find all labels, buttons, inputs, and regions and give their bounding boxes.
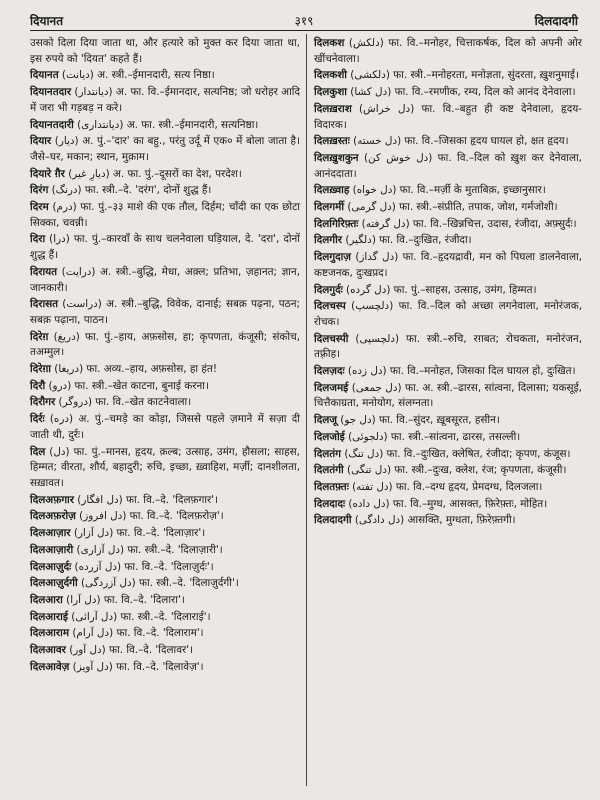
entry-headword: दिलकश xyxy=(314,37,345,49)
dictionary-entry xyxy=(314,480,582,496)
entry-definition: (دل افروز) फा. वि.–दे. 'दिलफ़रोज़'। xyxy=(75,510,224,523)
dictionary-entry xyxy=(314,381,582,412)
entry-definition: (دیار) अ. पुं.–'दार' का बहु., परंतु उर्दू में एक० में बोला जाता है। जैसे–घर, मकान; स्थान, मुक़ाम। xyxy=(30,135,300,163)
dictionary-entry xyxy=(30,167,300,183)
entry-headword: दियारे ग़ैर xyxy=(30,167,65,180)
dictionary-entry xyxy=(30,36,300,67)
header-last-word: दिलदादगी xyxy=(534,14,578,28)
entry-definition: (دل آزار) फा. वि.–दे. 'दिलाज़ार'। xyxy=(70,527,206,540)
entry-headword: दिलतफ़्तः xyxy=(314,480,349,493)
dictionary-entry xyxy=(314,217,582,233)
dictionary-entry xyxy=(30,232,300,263)
entry-definition: (دل گرفته) फा. वि.–खिन्नचित्त, उदास, रंजीदा, अफ़्सुर्दः। xyxy=(358,217,577,230)
entry-definition: (دل آزردگی) फा. स्त्री.–दे. 'दिलाज़ुर्दगी'। xyxy=(77,577,239,590)
entry-headword: दिलआज़ुर्दः xyxy=(30,560,72,573)
dictionary-entry xyxy=(30,412,300,443)
dictionary-entry xyxy=(30,200,300,231)
entry-definition: (درم) फा. पुं.–३३ माशे की एक तौल, दिर्हम; चाँदी का एक छोटा सिक्का, चवन्नी। xyxy=(30,201,300,229)
dictionary-entry xyxy=(30,395,300,411)
header-rule xyxy=(30,30,578,31)
entry-definition: (دل خواه) फा. वि.–मर्ज़ी के मुताबिक़, इच्छानुसार। xyxy=(349,184,546,197)
entry-headword: दिलआज़ुर्दगी xyxy=(30,577,78,590)
entry-headword: दियार xyxy=(30,135,52,148)
entry-headword: दिर्रः xyxy=(30,413,45,426)
entry-headword: दिरंग xyxy=(30,184,49,197)
dictionary-entry xyxy=(314,413,582,429)
dictionary-entry xyxy=(314,497,582,513)
entry-definition: (دیارِ غیر) अ. फा. पुं.–दूसरों का देश, परदेश। xyxy=(64,167,242,180)
entry-definition: (دل آویز) फा. वि.–दे. 'दिलावेज़'। xyxy=(69,660,204,673)
dictionary-entry xyxy=(30,297,300,328)
entry-definition: (دل آرام) फा. वि.–दे. 'दिलाराम'। xyxy=(69,627,204,640)
dictionary-entry xyxy=(314,233,582,249)
entry-definition: (دره) अ. पुं.–चमड़े का कोड़ा, जिससे पहले ज़माने में सज़ा दी जाती थी, दुर्रः। xyxy=(30,413,300,441)
entry-headword: दिलगिरिफ़्तः xyxy=(314,217,359,230)
entry-headword: दियानतदार xyxy=(30,86,72,99)
entry-headword: दिलकशी xyxy=(314,69,347,82)
dictionary-entry xyxy=(30,626,300,642)
entry-definition: (دل خسته) फा. वि.–जिसका हृदय घायल हो, क्षत हृदय। xyxy=(349,135,569,148)
page-number: ३१९ xyxy=(294,14,314,28)
entry-definition: (درو) फा. स्त्री.–खेत काटना, बुनाई करना। xyxy=(45,379,209,392)
entry-definition: (دل گرمی) फा. स्त्री.–संप्रीति, तपाक, जोश, गर्मजोशी। xyxy=(344,201,558,214)
dictionary-entry xyxy=(30,509,300,525)
dictionary-entry xyxy=(314,250,582,281)
entry-definition: (دل دادگی) आसक्ति, मुग्धता, फ़िरेफ़्तगी। xyxy=(351,514,516,527)
entry-headword: दिलआवर xyxy=(30,644,66,657)
dictionary-entry xyxy=(314,299,582,330)
entry-headword: दिरेग़ा xyxy=(30,363,51,376)
entry-definition: (دلجوئی) फा. स्त्री.–सांत्वना, ढारस, तसल्ली। xyxy=(344,430,521,443)
entry-headword: दिलजमई xyxy=(314,381,349,394)
entry-headword: दिलतंगी xyxy=(314,464,344,477)
dictionary-entry xyxy=(30,183,300,199)
entry-headword: दिलअफ़गार xyxy=(30,493,74,506)
dictionary-entry xyxy=(30,493,300,509)
entry-definition: (دل جمعی) फा. अ. स्त्री.–ढारस, सांत्वना, दिलासा; यकसूई, चित्तैकाग्रता, मनोयोग, संलग्नता। xyxy=(314,381,582,410)
entry-headword: दिरौ xyxy=(30,379,46,392)
entry-definition: (دل تفته) फा. वि.–दग्ध हृदय, प्रेमदग्ध, दिलजला। xyxy=(348,480,543,493)
dictionary-entry xyxy=(314,102,582,133)
entry-headword: दिलगीर xyxy=(314,234,343,247)
entry-headword: दिलअफ़रोज़ xyxy=(30,510,76,523)
entry-definition: उसको दिला दिया जाता था, और हत्यारे को मुक्त कर दिया जाता था, इस रुपये को 'दियत' कहते हैं। xyxy=(30,37,300,65)
dictionary-entry xyxy=(30,660,300,676)
dictionary-entry xyxy=(314,151,582,182)
entry-definition: (دروگر) फा. वि.–खेत काटनेवाला। xyxy=(55,396,192,409)
entry-definition: (دل خوش کن) फा. वि.–दिल को ख़ुश कर देनेवाला, आनंददाता। xyxy=(314,151,582,180)
entry-definition: (درنگ) फा. स्त्री.–दे. 'दरंग', दोनों शुद्ध हैं। xyxy=(48,184,212,197)
dictionary-entry xyxy=(30,576,300,592)
dictionary-entry xyxy=(30,643,300,659)
dictionary-entry xyxy=(314,364,582,380)
entry-headword: दिलख़राश xyxy=(314,102,352,115)
entry-headword: दिलख़ुशकुन xyxy=(314,151,359,164)
column-divider xyxy=(306,34,307,786)
entry-definition: (دیانتدار) अ. फा. वि.–ईमानदार, सत्यनिष्ठ; जो धरोहर आदि में जरा भी गड़बड़ न करे। xyxy=(30,86,301,114)
dictionary-entry xyxy=(314,183,582,199)
entry-headword: दिलख़्वाह xyxy=(314,184,350,197)
entry-headword: दिरौगर xyxy=(30,396,56,409)
dictionary-entry xyxy=(30,68,300,84)
entry-headword: दिलजोई xyxy=(314,430,345,443)
dictionary-entry xyxy=(30,379,300,395)
entry-headword: दिलतंग xyxy=(314,447,342,460)
entry-headword: दिलआज़ार xyxy=(30,527,71,540)
dictionary-entry xyxy=(30,543,300,559)
entry-definition: (دل گرده) फा. पुं.–साहस, उत्साह, उमंग, हिम्मत। xyxy=(342,283,537,296)
right-column xyxy=(314,36,582,530)
entry-definition: (درا) फा. पुं.–कारवाँ के साथ चलनेवाला घड़ियाल, दे. 'दरा', दोनों शुद्ध हैं। xyxy=(30,233,300,262)
entry-definition: (دراست) अ. स्त्री.–बुद्धि, विवेक, दानाई; सबक़ पढ़ना, पठन; सबक़ पढ़ाना, पाठन। xyxy=(30,298,300,326)
entry-headword: दिलदादः xyxy=(314,497,346,510)
entry-definition: (دل زده) फा. वि.–मनोहत, जिसका दिल घायल हो, दुःखित। xyxy=(344,365,576,378)
entry-headword: दिलकुशा xyxy=(314,86,347,99)
entry-headword: दिलआराई xyxy=(30,610,68,623)
entry-definition: (دیانتداری) अ. फा. स्त्री.–ईमानदारी, सत्यनिष्ठा। xyxy=(73,118,259,131)
entry-headword: दिलआराम xyxy=(30,627,70,640)
entry-headword: दिरा xyxy=(30,233,46,246)
entry-definition: (دل آرائی) फा. स्त्री.–दे. 'दिलाराई'। xyxy=(67,610,211,623)
entry-headword: दिलख़स्तः xyxy=(314,135,350,148)
dictionary-entry xyxy=(314,200,582,216)
dictionary-entry xyxy=(314,283,582,299)
entry-headword: दिलगुदाज़ xyxy=(314,251,352,264)
dictionary-entry xyxy=(314,68,582,84)
entry-headword: दियानत xyxy=(30,69,59,82)
entry-headword: दिलचस्पी xyxy=(314,332,349,345)
entry-headword: दिलगुर्दः xyxy=(314,283,343,296)
dictionary-entry xyxy=(314,332,582,363)
entry-headword: दिरायत xyxy=(30,265,58,278)
entry-definition: (دلکش) फा. वि.–मनोहर, चित्ताकर्षक, दिल को अपनी ओर खींचनेवाला। xyxy=(314,37,582,65)
dictionary-entry xyxy=(30,265,300,296)
entry-definition: (دل آزاری) फा. स्त्री.–दे. 'दिलाज़ारी'। xyxy=(73,543,223,556)
dictionary-entry xyxy=(30,330,300,361)
dictionary-entry xyxy=(314,85,582,101)
dictionary-entry xyxy=(314,430,582,446)
entry-definition: (دلگیر) फा. वि.–दुःखित, रंजीदा। xyxy=(342,234,472,247)
entry-headword: दिलआवेज़ xyxy=(30,660,70,673)
entry-definition: (دل آور) फा. वि.–दे. 'दिलावर'। xyxy=(65,644,194,657)
entry-definition: (درایت) अ. स्त्री.–बुद्धि, मेधा, अक़्ल; प्रतिभा, ज़हानत; ज्ञान, जानकारी। xyxy=(30,265,300,294)
entry-headword: दिरेग़ xyxy=(30,330,49,343)
dictionary-entry xyxy=(30,526,300,542)
entry-headword: दिलआज़ारी xyxy=(30,543,74,556)
dictionary-entry xyxy=(30,362,300,378)
entry-definition: (دل جو) फा. वि.–सुंदर, ख़ूबसूरत, हसीन। xyxy=(336,414,500,427)
entry-headword: दिलज़दः xyxy=(314,365,345,378)
entry-definition: (دل کشا) फा. वि.–रमणीक, रम्य, दिल को आनंद देनेवाला। xyxy=(347,86,576,99)
entry-definition: (دریغ) फा. पुं.–हाय, अफ़सोस, हा; कृपणता, कंजूसी; संकोच, तअम्मुल। xyxy=(30,330,300,359)
entry-headword: दिलदादगी xyxy=(314,514,352,527)
entry-definition: (دل گداز) फा. वि.–हृदयद्रावी, मन को पिघला डालनेवाला, कष्टजनक, दुःखप्रद। xyxy=(314,251,582,279)
entry-headword: दिल xyxy=(30,445,46,458)
header-first-word: दियानत xyxy=(30,14,64,28)
dictionary-entry xyxy=(30,593,300,609)
entry-definition: (دل) फा. पुं.–मानस, हृदय, क़ल्ब; उत्साह, उमंग, हौसला; साहस, हिम्मत; वीरता, शौर्य, बहादुरी; रुचि, इच्छा, ख़्वाहिश, मर्ज़ी; दानशीलता, सख़ावत। xyxy=(30,445,300,489)
dictionary-entry xyxy=(30,445,300,492)
entry-headword: दिलचस्प xyxy=(314,300,346,313)
dictionary-entry xyxy=(314,513,582,529)
entry-definition: (دل افگار) फा. वि.–दे. 'दिलफ़गार'। xyxy=(74,493,219,506)
dictionary-entry xyxy=(30,610,300,626)
entry-definition: (دلچسپ) फा. वि.–दिल को अच्छा लगनेवाला, मनोरंजक, रोचक। xyxy=(314,300,583,328)
page-header xyxy=(30,10,578,32)
dictionary-entry xyxy=(30,118,300,134)
entry-definition: (دریغا) फा. अव्य.–हाय, अफ़सोस, हा हंत! xyxy=(51,363,218,376)
entry-headword: दिलगर्मी xyxy=(314,201,345,214)
entry-definition: (دل تنگی) फा. स्त्री.–दुःख, क्लेश, रंज; कृपणता, कंजूसी। xyxy=(343,464,567,477)
entry-headword: दियानतदारी xyxy=(30,118,74,131)
entry-headword: दिरम xyxy=(30,201,49,214)
dictionary-entry xyxy=(314,447,582,463)
entry-headword: दिलआरा xyxy=(30,593,63,606)
dictionary-entry xyxy=(30,134,300,165)
entry-headword: दिरासत xyxy=(30,298,59,311)
dictionary-entry xyxy=(314,134,582,150)
entry-definition: (دل داده) फा. वि.–मुग्ध, आसक्त, फ़िरेफ़्तः, मोहित। xyxy=(345,497,548,510)
dictionary-entry xyxy=(30,85,300,116)
dictionary-entry xyxy=(30,560,300,576)
entry-definition: (دل خراش) फा. वि.–बहुत ही कष्ट देनेवाला, हृदय-विदारक। xyxy=(314,102,582,131)
entry-definition: (دلکشی) फा. स्त्री.–मनोहरता, मनोज्ञता, सुंदरता, ख़ुशनुमाई। xyxy=(347,69,579,82)
dictionary-entry xyxy=(314,463,582,479)
entry-definition: (دل آزرده) फा. वि.–दे. 'दिलाज़ुर्दः'। xyxy=(71,560,214,573)
entry-definition: (دلچسپی) फा. स्त्री.–रुचि, रग़बत; रोचकता, मनोरंजन, तफ़्रीह। xyxy=(314,332,582,361)
entry-definition: (دل آرا) फा. वि.–दे. 'दिलारा'। xyxy=(62,593,185,606)
entry-definition: (دیانت) अ. स्त्री.–ईमानदारी, सत्य निष्ठा। xyxy=(58,69,215,82)
dictionary-entry xyxy=(314,36,582,67)
entry-definition: (دل تنگ) फा. वि.–दुःखित, क्लेषित, रंजीदा; कृपण, कंजूस। xyxy=(341,447,571,460)
entry-headword: दिलजू xyxy=(314,414,337,427)
left-column xyxy=(30,36,300,676)
